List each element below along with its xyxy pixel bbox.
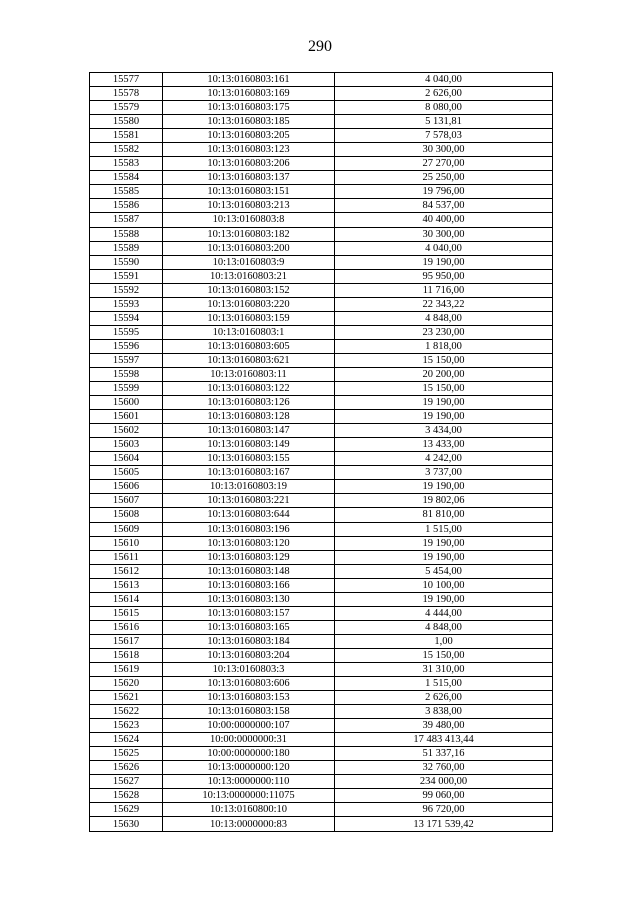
- table-row: [90, 199, 553, 213]
- row-number-cell: 15606: [90, 480, 163, 494]
- value-cell: 27 270,00: [335, 157, 553, 171]
- row-number-cell: 15588: [90, 227, 163, 241]
- cadastral-number-cell: 10:13:0000000:110: [163, 775, 335, 789]
- table-row: [90, 325, 553, 339]
- value-cell: 5 454,00: [335, 564, 553, 578]
- row-number-cell: 15583: [90, 157, 163, 171]
- value-cell: 39 480,00: [335, 719, 553, 733]
- cadastral-number-cell: 10:00:0000000:180: [163, 747, 335, 761]
- table-row: [90, 129, 553, 143]
- table-row: [90, 733, 553, 747]
- value-cell: 19 802,06: [335, 494, 553, 508]
- table-row: [90, 339, 553, 353]
- row-number-cell: 15586: [90, 199, 163, 213]
- row-number-cell: 15579: [90, 101, 163, 115]
- value-cell: 7 578,03: [335, 129, 553, 143]
- table-row: [90, 536, 553, 550]
- value-cell: 1 515,00: [335, 522, 553, 536]
- cadastral-number-cell: 10:13:0160803:155: [163, 452, 335, 466]
- table-row: [90, 578, 553, 592]
- table-row: [90, 747, 553, 761]
- cadastral-number-cell: 10:13:0160803:149: [163, 438, 335, 452]
- table-row: [90, 550, 553, 564]
- row-number-cell: 15577: [90, 73, 163, 87]
- row-number-cell: 15585: [90, 185, 163, 199]
- page-number: 290: [308, 38, 332, 55]
- value-cell: 13 433,00: [335, 438, 553, 452]
- value-cell: 1,00: [335, 634, 553, 648]
- row-number-cell: 15612: [90, 564, 163, 578]
- table-row: [90, 227, 553, 241]
- cadastral-number-cell: 10:13:0160803:606: [163, 677, 335, 691]
- table-row: [90, 396, 553, 410]
- value-cell: 32 760,00: [335, 761, 553, 775]
- table-row: [90, 662, 553, 676]
- row-number-cell: 15623: [90, 719, 163, 733]
- cadastral-number-cell: 10:13:0160803:8: [163, 213, 335, 227]
- cadastral-number-cell: 10:13:0160803:128: [163, 410, 335, 424]
- value-cell: 10 100,00: [335, 578, 553, 592]
- row-number-cell: 15589: [90, 241, 163, 255]
- table-row: [90, 452, 553, 466]
- row-number-cell: 15621: [90, 691, 163, 705]
- value-cell: 17 483 413,44: [335, 733, 553, 747]
- table-row: [90, 87, 553, 101]
- cadastral-number-cell: 10:00:0000000:31: [163, 733, 335, 747]
- value-cell: 15 150,00: [335, 353, 553, 367]
- value-cell: 4 444,00: [335, 606, 553, 620]
- cadastral-number-cell: 10:13:0160803:130: [163, 592, 335, 606]
- row-number-cell: 15628: [90, 789, 163, 803]
- value-cell: 51 337,16: [335, 747, 553, 761]
- cadastral-number-cell: 10:13:0160803:605: [163, 339, 335, 353]
- table-row: [90, 803, 553, 817]
- row-number-cell: 15599: [90, 382, 163, 396]
- value-cell: 4 040,00: [335, 73, 553, 87]
- cadastral-number-cell: 10:13:0160803:184: [163, 634, 335, 648]
- value-cell: 19 190,00: [335, 480, 553, 494]
- table-row: [90, 775, 553, 789]
- row-number-cell: 15592: [90, 283, 163, 297]
- row-number-cell: 15600: [90, 396, 163, 410]
- table-row: [90, 73, 553, 87]
- table-row: [90, 101, 553, 115]
- table-row: [90, 719, 553, 733]
- cadastral-number-cell: 10:13:0160803:157: [163, 606, 335, 620]
- cadastral-number-cell: 10:13:0160803:152: [163, 283, 335, 297]
- table-row: [90, 382, 553, 396]
- cadastral-number-cell: 10:13:0160803:19: [163, 480, 335, 494]
- value-cell: 22 343,22: [335, 297, 553, 311]
- value-cell: 4 040,00: [335, 241, 553, 255]
- value-cell: 4 242,00: [335, 452, 553, 466]
- cadastral-number-cell: 10:13:0160803:204: [163, 648, 335, 662]
- value-cell: 30 300,00: [335, 227, 553, 241]
- cadastral-number-cell: 10:13:0160803:11: [163, 367, 335, 381]
- cadastral-number-cell: 10:13:0160803:167: [163, 466, 335, 480]
- value-cell: 40 400,00: [335, 213, 553, 227]
- cadastral-number-cell: 10:13:0160803:129: [163, 550, 335, 564]
- row-number-cell: 15627: [90, 775, 163, 789]
- row-number-cell: 15622: [90, 705, 163, 719]
- cadastral-number-cell: 10:13:0160803:644: [163, 508, 335, 522]
- row-number-cell: 15597: [90, 353, 163, 367]
- cadastral-number-cell: 10:13:0160803:161: [163, 73, 335, 87]
- row-number-cell: 15611: [90, 550, 163, 564]
- row-number-cell: 15610: [90, 536, 163, 550]
- value-cell: 3 737,00: [335, 466, 553, 480]
- table-row: [90, 789, 553, 803]
- value-cell: 19 190,00: [335, 255, 553, 269]
- cadastral-number-cell: 10:13:0160803:200: [163, 241, 335, 255]
- row-number-cell: 15613: [90, 578, 163, 592]
- cadastral-number-cell: 10:13:0160803:213: [163, 199, 335, 213]
- value-cell: 15 150,00: [335, 382, 553, 396]
- value-cell: 4 848,00: [335, 620, 553, 634]
- row-number-cell: 15624: [90, 733, 163, 747]
- cadastral-number-cell: 10:13:0160803:153: [163, 691, 335, 705]
- table-row: [90, 817, 553, 831]
- cadastral-number-cell: 10:13:0160803:175: [163, 101, 335, 115]
- cadastral-number-cell: 10:13:0160803:3: [163, 662, 335, 676]
- table-row: [90, 269, 553, 283]
- value-cell: 84 537,00: [335, 199, 553, 213]
- cadastral-number-cell: 10:13:0160803:137: [163, 171, 335, 185]
- value-cell: 19 190,00: [335, 592, 553, 606]
- value-cell: 30 300,00: [335, 143, 553, 157]
- table-row: [90, 494, 553, 508]
- table-row: [90, 115, 553, 129]
- table-row: [90, 522, 553, 536]
- value-cell: 19 190,00: [335, 396, 553, 410]
- value-cell: 81 810,00: [335, 508, 553, 522]
- value-cell: 19 190,00: [335, 536, 553, 550]
- value-cell: 31 310,00: [335, 662, 553, 676]
- value-cell: 8 080,00: [335, 101, 553, 115]
- table-row: [90, 592, 553, 606]
- value-cell: 1 818,00: [335, 339, 553, 353]
- value-cell: 4 848,00: [335, 311, 553, 325]
- cadastral-number-cell: 10:13:0000000:83: [163, 817, 335, 831]
- value-cell: 15 150,00: [335, 648, 553, 662]
- cadastral-number-cell: 10:13:0160803:165: [163, 620, 335, 634]
- row-number-cell: 15598: [90, 367, 163, 381]
- row-number-cell: 15578: [90, 87, 163, 101]
- value-cell: 1 515,00: [335, 677, 553, 691]
- cadastral-number-cell: 10:13:0160803:21: [163, 269, 335, 283]
- cadastral-number-cell: 10:13:0160803:158: [163, 705, 335, 719]
- value-cell: 95 950,00: [335, 269, 553, 283]
- cadastral-number-cell: 10:13:0160803:196: [163, 522, 335, 536]
- cadastral-number-cell: 10:13:0160803:122: [163, 382, 335, 396]
- row-number-cell: 15625: [90, 747, 163, 761]
- cadastral-number-cell: 10:13:0160803:9: [163, 255, 335, 269]
- row-number-cell: 15619: [90, 662, 163, 676]
- data-table: [89, 72, 553, 832]
- cadastral-number-cell: 10:13:0160803:220: [163, 297, 335, 311]
- table-row: [90, 283, 553, 297]
- row-number-cell: 15615: [90, 606, 163, 620]
- value-cell: 25 250,00: [335, 171, 553, 185]
- value-cell: 96 720,00: [335, 803, 553, 817]
- table-row: [90, 171, 553, 185]
- row-number-cell: 15608: [90, 508, 163, 522]
- cadastral-number-cell: 10:13:0160803:206: [163, 157, 335, 171]
- table-row: [90, 508, 553, 522]
- row-number-cell: 15584: [90, 171, 163, 185]
- value-cell: 19 796,00: [335, 185, 553, 199]
- value-cell: 11 716,00: [335, 283, 553, 297]
- row-number-cell: 15604: [90, 452, 163, 466]
- cadastral-number-cell: 10:13:0160803:147: [163, 424, 335, 438]
- row-number-cell: 15594: [90, 311, 163, 325]
- value-cell: 3 838,00: [335, 705, 553, 719]
- row-number-cell: 15591: [90, 269, 163, 283]
- row-number-cell: 15596: [90, 339, 163, 353]
- row-number-cell: 15587: [90, 213, 163, 227]
- table-row: [90, 466, 553, 480]
- cadastral-number-cell: 10:13:0160803:159: [163, 311, 335, 325]
- cadastral-number-cell: 10:13:0000000:11075: [163, 789, 335, 803]
- table-row: [90, 761, 553, 775]
- table-row: [90, 606, 553, 620]
- row-number-cell: 15595: [90, 325, 163, 339]
- row-number-cell: 15603: [90, 438, 163, 452]
- row-number-cell: 15593: [90, 297, 163, 311]
- value-cell: 23 230,00: [335, 325, 553, 339]
- value-cell: 19 190,00: [335, 550, 553, 564]
- cadastral-number-cell: 10:13:0160803:166: [163, 578, 335, 592]
- value-cell: 5 131,81: [335, 115, 553, 129]
- table-row: [90, 367, 553, 381]
- row-number-cell: 15618: [90, 648, 163, 662]
- row-number-cell: 15626: [90, 761, 163, 775]
- row-number-cell: 15605: [90, 466, 163, 480]
- cadastral-number-cell: 10:13:0160800:10: [163, 803, 335, 817]
- value-cell: 2 626,00: [335, 87, 553, 101]
- table-row: [90, 353, 553, 367]
- cadastral-number-cell: 10:13:0160803:1: [163, 325, 335, 339]
- table-row: [90, 143, 553, 157]
- table-row: [90, 157, 553, 171]
- row-number-cell: 15616: [90, 620, 163, 634]
- cadastral-number-cell: 10:13:0160803:151: [163, 185, 335, 199]
- table-row: [90, 620, 553, 634]
- row-number-cell: 15602: [90, 424, 163, 438]
- row-number-cell: 15601: [90, 410, 163, 424]
- cadastral-number-cell: 10:13:0160803:182: [163, 227, 335, 241]
- cadastral-number-cell: 10:13:0160803:126: [163, 396, 335, 410]
- table-row: [90, 634, 553, 648]
- table-row: [90, 311, 553, 325]
- table-row: [90, 297, 553, 311]
- table-row: [90, 255, 553, 269]
- cadastral-number-cell: 10:13:0160803:185: [163, 115, 335, 129]
- row-number-cell: 15617: [90, 634, 163, 648]
- cadastral-number-cell: 10:13:0000000:120: [163, 761, 335, 775]
- cadastral-number-cell: 10:13:0160803:123: [163, 143, 335, 157]
- table-row: [90, 241, 553, 255]
- value-cell: 2 626,00: [335, 691, 553, 705]
- table-row: [90, 410, 553, 424]
- table-row: [90, 480, 553, 494]
- value-cell: 20 200,00: [335, 367, 553, 381]
- row-number-cell: 15629: [90, 803, 163, 817]
- cadastral-number-cell: 10:13:0160803:120: [163, 536, 335, 550]
- cadastral-number-cell: 10:13:0160803:221: [163, 494, 335, 508]
- cadastral-number-cell: 10:13:0160803:621: [163, 353, 335, 367]
- row-number-cell: 15630: [90, 817, 163, 831]
- row-number-cell: 15614: [90, 592, 163, 606]
- table-body: [90, 73, 553, 832]
- cadastral-number-cell: 10:13:0160803:169: [163, 87, 335, 101]
- row-number-cell: 15581: [90, 129, 163, 143]
- cadastral-number-cell: 10:13:0160803:148: [163, 564, 335, 578]
- table-row: [90, 213, 553, 227]
- table-row: [90, 424, 553, 438]
- row-number-cell: 15609: [90, 522, 163, 536]
- value-cell: 234 000,00: [335, 775, 553, 789]
- cadastral-number-cell: 10:00:0000000:107: [163, 719, 335, 733]
- table-row: [90, 564, 553, 578]
- value-cell: 3 434,00: [335, 424, 553, 438]
- row-number-cell: 15620: [90, 677, 163, 691]
- value-cell: 99 060,00: [335, 789, 553, 803]
- row-number-cell: 15590: [90, 255, 163, 269]
- row-number-cell: 15580: [90, 115, 163, 129]
- row-number-cell: 15607: [90, 494, 163, 508]
- value-cell: 19 190,00: [335, 410, 553, 424]
- cadastral-number-cell: 10:13:0160803:205: [163, 129, 335, 143]
- table-row: [90, 691, 553, 705]
- table-row: [90, 185, 553, 199]
- table-row: [90, 438, 553, 452]
- table-row: [90, 705, 553, 719]
- table-row: [90, 648, 553, 662]
- row-number-cell: 15582: [90, 143, 163, 157]
- table-row: [90, 677, 553, 691]
- value-cell: 13 171 539,42: [335, 817, 553, 831]
